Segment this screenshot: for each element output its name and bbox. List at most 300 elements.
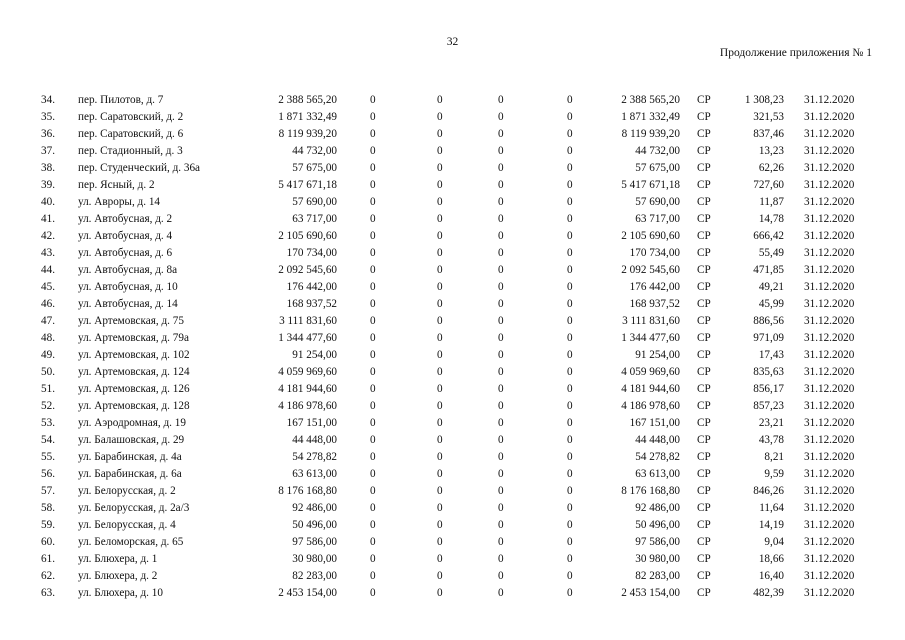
code-cell: СР	[697, 366, 711, 378]
zero-cell-3: 0	[498, 434, 504, 446]
code-cell: СР	[697, 315, 711, 327]
date-cell: 31.12.2020	[804, 298, 855, 310]
total-cell: 63 717,00	[635, 213, 680, 225]
table-row	[0, 398, 905, 415]
zero-cell-4: 0	[567, 315, 573, 327]
total-cell: 97 586,00	[635, 536, 680, 548]
zero-cell-1: 0	[370, 519, 376, 531]
date-cell: 31.12.2020	[804, 587, 855, 599]
code-cell: СР	[697, 536, 711, 548]
zero-cell-4: 0	[567, 179, 573, 191]
zero-cell-1: 0	[370, 383, 376, 395]
table-row	[0, 228, 905, 245]
data-table	[0, 92, 905, 602]
zero-cell-2: 0	[437, 281, 443, 293]
amount-cell: 54 278,82	[292, 451, 337, 463]
zero-cell-4: 0	[567, 230, 573, 242]
date-cell: 31.12.2020	[804, 383, 855, 395]
zero-cell-4: 0	[567, 536, 573, 548]
zero-cell-4: 0	[567, 553, 573, 565]
table-row	[0, 466, 905, 483]
table-row	[0, 92, 905, 109]
zero-cell-4: 0	[567, 162, 573, 174]
row-number: 62.	[41, 570, 55, 582]
zero-cell-3: 0	[498, 264, 504, 276]
row-number: 50.	[41, 366, 55, 378]
zero-cell-3: 0	[498, 128, 504, 140]
zero-cell-3: 0	[498, 315, 504, 327]
zero-cell-2: 0	[437, 536, 443, 548]
zero-cell-4: 0	[567, 298, 573, 310]
amount-cell: 5 417 671,18	[278, 179, 337, 191]
row-number: 36.	[41, 128, 55, 140]
row-number: 37.	[41, 145, 55, 157]
rate-cell: 14,78	[758, 213, 784, 225]
zero-cell-2: 0	[437, 162, 443, 174]
address-cell: ул. Автобусная, д. 8а	[78, 264, 178, 276]
row-number: 59.	[41, 519, 55, 531]
table-row	[0, 381, 905, 398]
date-cell: 31.12.2020	[804, 162, 855, 174]
zero-cell-3: 0	[498, 213, 504, 225]
amount-cell: 57 690,00	[292, 196, 337, 208]
zero-cell-1: 0	[370, 94, 376, 106]
zero-cell-1: 0	[370, 281, 376, 293]
zero-cell-1: 0	[370, 196, 376, 208]
table-row	[0, 143, 905, 160]
address-cell: ул. Беломорская, д. 65	[78, 536, 184, 548]
zero-cell-4: 0	[567, 417, 573, 429]
rate-cell: 23,21	[758, 417, 784, 429]
amount-cell: 4 186 978,60	[278, 400, 337, 412]
total-cell: 167 151,00	[629, 417, 680, 429]
total-cell: 4 059 969,60	[621, 366, 680, 378]
rate-cell: 846,26	[753, 485, 784, 497]
zero-cell-3: 0	[498, 162, 504, 174]
zero-cell-3: 0	[498, 536, 504, 548]
row-number: 45.	[41, 281, 55, 293]
amount-cell: 57 675,00	[292, 162, 337, 174]
table-row	[0, 313, 905, 330]
zero-cell-2: 0	[437, 247, 443, 259]
total-cell: 91 254,00	[635, 349, 680, 361]
address-cell: ул. Автобусная, д. 14	[78, 298, 178, 310]
rate-cell: 727,60	[753, 179, 784, 191]
total-cell: 50 496,00	[635, 519, 680, 531]
rate-cell: 14,19	[758, 519, 784, 531]
date-cell: 31.12.2020	[804, 111, 855, 123]
table-row	[0, 194, 905, 211]
zero-cell-1: 0	[370, 417, 376, 429]
address-cell: ул. Автобусная, д. 2	[78, 213, 173, 225]
date-cell: 31.12.2020	[804, 400, 855, 412]
amount-cell: 63 717,00	[292, 213, 337, 225]
zero-cell-3: 0	[498, 485, 504, 497]
code-cell: СР	[697, 468, 711, 480]
address-cell: пер. Саратовский, д. 2	[78, 111, 184, 123]
amount-cell: 92 486,00	[292, 502, 337, 514]
zero-cell-4: 0	[567, 383, 573, 395]
zero-cell-4: 0	[567, 264, 573, 276]
zero-cell-1: 0	[370, 247, 376, 259]
amount-cell: 8 176 168,80	[278, 485, 337, 497]
code-cell: СР	[697, 587, 711, 599]
rate-cell: 11,64	[759, 502, 784, 514]
amount-cell: 50 496,00	[292, 519, 337, 531]
zero-cell-4: 0	[567, 332, 573, 344]
amount-cell: 4 059 969,60	[278, 366, 337, 378]
zero-cell-1: 0	[370, 502, 376, 514]
zero-cell-3: 0	[498, 179, 504, 191]
address-cell: ул. Артемовская, д. 126	[78, 383, 190, 395]
table-row	[0, 364, 905, 381]
zero-cell-4: 0	[567, 587, 573, 599]
date-cell: 31.12.2020	[804, 570, 855, 582]
total-cell: 2 105 690,60	[621, 230, 680, 242]
date-cell: 31.12.2020	[804, 434, 855, 446]
rate-cell: 971,09	[753, 332, 784, 344]
zero-cell-2: 0	[437, 332, 443, 344]
zero-cell-1: 0	[370, 434, 376, 446]
zero-cell-4: 0	[567, 145, 573, 157]
rate-cell: 17,43	[758, 349, 784, 361]
zero-cell-1: 0	[370, 179, 376, 191]
amount-cell: 1 871 332,49	[278, 111, 337, 123]
row-number: 57.	[41, 485, 55, 497]
zero-cell-3: 0	[498, 111, 504, 123]
zero-cell-2: 0	[437, 213, 443, 225]
zero-cell-1: 0	[370, 366, 376, 378]
address-cell: пер. Саратовский, д. 6	[78, 128, 184, 140]
row-number: 46.	[41, 298, 55, 310]
address-cell: ул. Артемовская, д. 102	[78, 349, 190, 361]
amount-cell: 91 254,00	[292, 349, 337, 361]
total-cell: 1 871 332,49	[621, 111, 680, 123]
row-number: 60.	[41, 536, 55, 548]
row-number: 39.	[41, 179, 55, 191]
zero-cell-1: 0	[370, 468, 376, 480]
zero-cell-3: 0	[498, 519, 504, 531]
zero-cell-2: 0	[437, 298, 443, 310]
amount-cell: 1 344 477,60	[278, 332, 337, 344]
amount-cell: 176 442,00	[286, 281, 337, 293]
rate-cell: 857,23	[753, 400, 784, 412]
code-cell: СР	[697, 111, 711, 123]
amount-cell: 168 937,52	[286, 298, 337, 310]
rate-cell: 837,46	[753, 128, 784, 140]
date-cell: 31.12.2020	[804, 179, 855, 191]
zero-cell-3: 0	[498, 451, 504, 463]
date-cell: 31.12.2020	[804, 196, 855, 208]
date-cell: 31.12.2020	[804, 315, 855, 327]
zero-cell-3: 0	[498, 332, 504, 344]
zero-cell-4: 0	[567, 519, 573, 531]
zero-cell-4: 0	[567, 366, 573, 378]
zero-cell-4: 0	[567, 94, 573, 106]
code-cell: СР	[697, 128, 711, 140]
row-number: 44.	[41, 264, 55, 276]
zero-cell-2: 0	[437, 468, 443, 480]
rate-cell: 45,99	[758, 298, 784, 310]
rate-cell: 62,26	[758, 162, 784, 174]
amount-cell: 2 105 690,60	[278, 230, 337, 242]
rate-cell: 856,17	[753, 383, 784, 395]
total-cell: 82 283,00	[635, 570, 680, 582]
table-row	[0, 585, 905, 602]
code-cell: СР	[697, 570, 711, 582]
total-cell: 44 448,00	[635, 434, 680, 446]
zero-cell-2: 0	[437, 349, 443, 361]
zero-cell-1: 0	[370, 162, 376, 174]
code-cell: СР	[697, 434, 711, 446]
date-cell: 31.12.2020	[804, 553, 855, 565]
zero-cell-1: 0	[370, 145, 376, 157]
table-row	[0, 330, 905, 347]
total-cell: 92 486,00	[635, 502, 680, 514]
total-cell: 2 453 154,00	[621, 587, 680, 599]
row-number: 53.	[41, 417, 55, 429]
zero-cell-1: 0	[370, 587, 376, 599]
zero-cell-4: 0	[567, 502, 573, 514]
code-cell: СР	[697, 349, 711, 361]
table-row	[0, 279, 905, 296]
rate-cell: 886,56	[753, 315, 784, 327]
code-cell: СР	[697, 94, 711, 106]
total-cell: 2 092 545,60	[621, 264, 680, 276]
amount-cell: 2 388 565,20	[278, 94, 337, 106]
zero-cell-2: 0	[437, 502, 443, 514]
rate-cell: 666,42	[753, 230, 784, 242]
date-cell: 31.12.2020	[804, 128, 855, 140]
amount-cell: 4 181 944,60	[278, 383, 337, 395]
table-row	[0, 534, 905, 551]
zero-cell-2: 0	[437, 417, 443, 429]
total-cell: 1 344 477,60	[621, 332, 680, 344]
row-number: 43.	[41, 247, 55, 259]
table-row	[0, 432, 905, 449]
rate-cell: 9,04	[764, 536, 784, 548]
rate-cell: 16,40	[758, 570, 784, 582]
zero-cell-1: 0	[370, 553, 376, 565]
zero-cell-4: 0	[567, 196, 573, 208]
zero-cell-3: 0	[498, 587, 504, 599]
table-row	[0, 177, 905, 194]
row-number: 38.	[41, 162, 55, 174]
table-row	[0, 296, 905, 313]
rate-cell: 471,85	[753, 264, 784, 276]
rate-cell: 8,21	[764, 451, 784, 463]
code-cell: СР	[697, 417, 711, 429]
row-number: 48.	[41, 332, 55, 344]
address-cell: ул. Барабинская, д. 6а	[78, 468, 182, 480]
zero-cell-3: 0	[498, 366, 504, 378]
zero-cell-3: 0	[498, 383, 504, 395]
row-number: 42.	[41, 230, 55, 242]
amount-cell: 2 092 545,60	[278, 264, 337, 276]
zero-cell-4: 0	[567, 434, 573, 446]
total-cell: 4 186 978,60	[621, 400, 680, 412]
amount-cell: 44 448,00	[292, 434, 337, 446]
zero-cell-1: 0	[370, 128, 376, 140]
zero-cell-3: 0	[498, 94, 504, 106]
address-cell: ул. Белорусская, д. 2	[78, 485, 176, 497]
zero-cell-1: 0	[370, 230, 376, 242]
table-row	[0, 160, 905, 177]
code-cell: СР	[697, 196, 711, 208]
row-number: 35.	[41, 111, 55, 123]
address-cell: ул. Автобусная, д. 6	[78, 247, 173, 259]
zero-cell-2: 0	[437, 570, 443, 582]
address-cell: ул. Автобусная, д. 4	[78, 230, 173, 242]
zero-cell-4: 0	[567, 349, 573, 361]
continuation-caption: Продолжение приложения № 1	[719, 47, 872, 59]
address-cell: пер. Студенческий, д. 36а	[78, 162, 201, 174]
table-row	[0, 245, 905, 262]
code-cell: СР	[697, 281, 711, 293]
zero-cell-1: 0	[370, 536, 376, 548]
amount-cell: 30 980,00	[292, 553, 337, 565]
total-cell: 8 176 168,80	[621, 485, 680, 497]
date-cell: 31.12.2020	[804, 536, 855, 548]
total-cell: 63 613,00	[635, 468, 680, 480]
address-cell: пер. Ясный, д. 2	[78, 179, 155, 191]
zero-cell-1: 0	[370, 451, 376, 463]
total-cell: 168 937,52	[629, 298, 680, 310]
table-row	[0, 126, 905, 143]
amount-cell: 167 151,00	[286, 417, 337, 429]
total-cell: 170 734,00	[629, 247, 680, 259]
amount-cell: 2 453 154,00	[278, 587, 337, 599]
address-cell: ул. Блюхера, д. 2	[78, 570, 158, 582]
zero-cell-2: 0	[437, 451, 443, 463]
total-cell: 5 417 671,18	[621, 179, 680, 191]
address-cell: ул. Белорусская, д. 2а/3	[78, 502, 190, 514]
table-row	[0, 415, 905, 432]
zero-cell-4: 0	[567, 468, 573, 480]
zero-cell-2: 0	[437, 553, 443, 565]
zero-cell-3: 0	[498, 247, 504, 259]
total-cell: 44 732,00	[635, 145, 680, 157]
table-row	[0, 109, 905, 126]
total-cell: 30 980,00	[635, 553, 680, 565]
zero-cell-1: 0	[370, 264, 376, 276]
zero-cell-2: 0	[437, 315, 443, 327]
date-cell: 31.12.2020	[804, 417, 855, 429]
address-cell: ул. Блюхера, д. 10	[78, 587, 163, 599]
zero-cell-4: 0	[567, 213, 573, 225]
table-row	[0, 449, 905, 466]
total-cell: 176 442,00	[629, 281, 680, 293]
zero-cell-1: 0	[370, 570, 376, 582]
zero-cell-1: 0	[370, 332, 376, 344]
address-cell: ул. Авроры, д. 14	[78, 196, 161, 208]
zero-cell-3: 0	[498, 196, 504, 208]
zero-cell-3: 0	[498, 417, 504, 429]
code-cell: СР	[697, 383, 711, 395]
table-row	[0, 483, 905, 500]
zero-cell-2: 0	[437, 400, 443, 412]
code-cell: СР	[697, 145, 711, 157]
zero-cell-2: 0	[437, 264, 443, 276]
zero-cell-1: 0	[370, 298, 376, 310]
zero-cell-2: 0	[437, 128, 443, 140]
rate-cell: 55,49	[758, 247, 784, 259]
date-cell: 31.12.2020	[804, 451, 855, 463]
date-cell: 31.12.2020	[804, 468, 855, 480]
zero-cell-2: 0	[437, 196, 443, 208]
zero-cell-2: 0	[437, 94, 443, 106]
code-cell: СР	[697, 247, 711, 259]
amount-cell: 44 732,00	[292, 145, 337, 157]
date-cell: 31.12.2020	[804, 332, 855, 344]
address-cell: пер. Пилотов, д. 7	[78, 94, 164, 106]
row-number: 52.	[41, 400, 55, 412]
date-cell: 31.12.2020	[804, 349, 855, 361]
row-number: 56.	[41, 468, 55, 480]
total-cell: 3 111 831,60	[622, 315, 680, 327]
zero-cell-3: 0	[498, 400, 504, 412]
page-number: 32	[446, 36, 459, 48]
address-cell: ул. Артемовская, д. 124	[78, 366, 190, 378]
date-cell: 31.12.2020	[804, 145, 855, 157]
rate-cell: 9,59	[764, 468, 784, 480]
zero-cell-3: 0	[498, 468, 504, 480]
date-cell: 31.12.2020	[804, 366, 855, 378]
amount-cell: 63 613,00	[292, 468, 337, 480]
address-cell: ул. Артемовская, д. 128	[78, 400, 190, 412]
row-number: 49.	[41, 349, 55, 361]
rate-cell: 321,53	[753, 111, 784, 123]
code-cell: СР	[697, 519, 711, 531]
zero-cell-3: 0	[498, 349, 504, 361]
code-cell: СР	[697, 502, 711, 514]
table-row	[0, 551, 905, 568]
zero-cell-4: 0	[567, 570, 573, 582]
address-cell: пер. Стадионный, д. 3	[78, 145, 183, 157]
row-number: 41.	[41, 213, 55, 225]
row-number: 61.	[41, 553, 55, 565]
total-cell: 8 119 939,20	[621, 128, 680, 140]
zero-cell-3: 0	[498, 502, 504, 514]
zero-cell-2: 0	[437, 434, 443, 446]
total-cell: 54 278,82	[635, 451, 680, 463]
zero-cell-2: 0	[437, 587, 443, 599]
row-number: 63.	[41, 587, 55, 599]
total-cell: 57 675,00	[635, 162, 680, 174]
row-number: 34.	[41, 94, 55, 106]
rate-cell: 13,23	[758, 145, 784, 157]
row-number: 51.	[41, 383, 55, 395]
amount-cell: 8 119 939,20	[278, 128, 337, 140]
zero-cell-2: 0	[437, 383, 443, 395]
address-cell: ул. Аэродромная, д. 19	[78, 417, 186, 429]
zero-cell-2: 0	[437, 111, 443, 123]
zero-cell-3: 0	[498, 145, 504, 157]
row-number: 47.	[41, 315, 55, 327]
zero-cell-3: 0	[498, 298, 504, 310]
date-cell: 31.12.2020	[804, 230, 855, 242]
date-cell: 31.12.2020	[804, 485, 855, 497]
code-cell: СР	[697, 162, 711, 174]
rate-cell: 43,78	[758, 434, 784, 446]
zero-cell-1: 0	[370, 400, 376, 412]
table-row	[0, 517, 905, 534]
address-cell: ул. Автобусная, д. 10	[78, 281, 178, 293]
code-cell: СР	[697, 400, 711, 412]
zero-cell-4: 0	[567, 111, 573, 123]
code-cell: СР	[697, 451, 711, 463]
code-cell: СР	[697, 213, 711, 225]
